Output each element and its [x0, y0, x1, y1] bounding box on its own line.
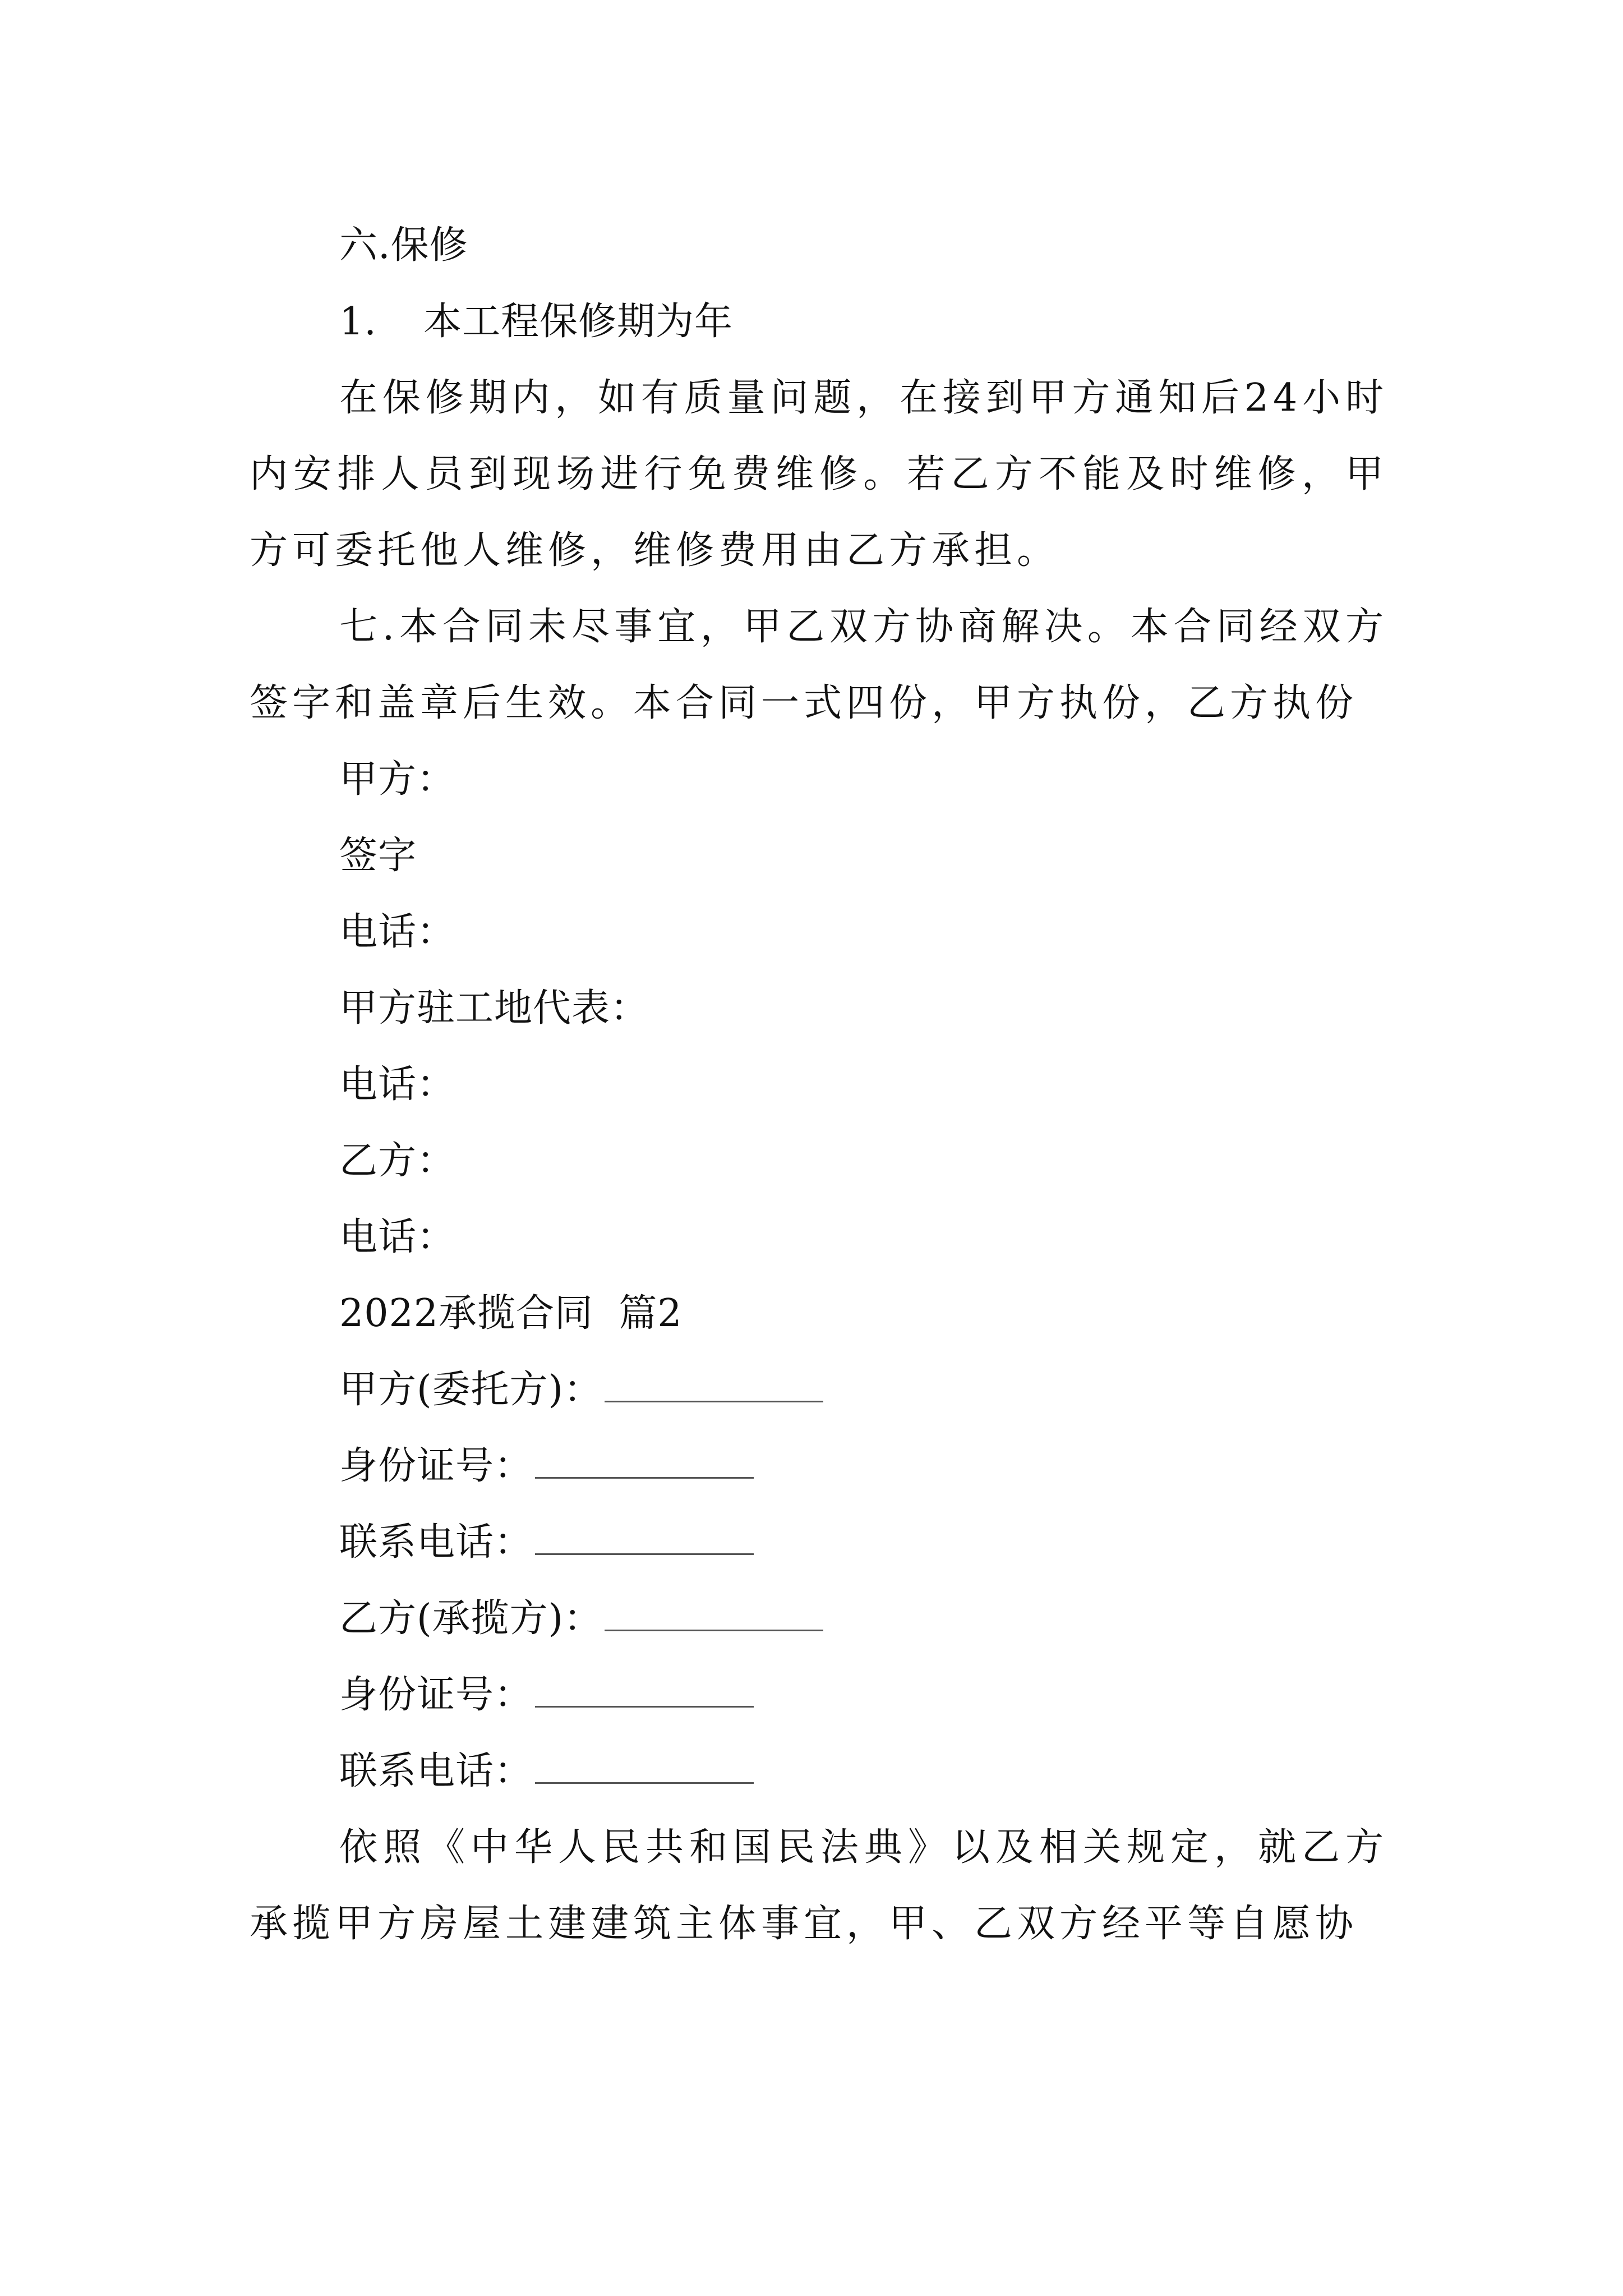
field-phone-b: [250, 1733, 1388, 1810]
sign-phone-representative: 电话：: [339, 1062, 456, 1107]
field-party-a: [250, 1352, 1388, 1428]
fill-in-blank: [605, 1397, 823, 1402]
contract-2-intro-paragraph: 依照《中华人民共和国民法典》以及相关规定，就乙方承揽甲方房屋土建建筑主体事宜，甲、乙双方经平等自愿协: [250, 1825, 1388, 1946]
section-6-item-1: [250, 284, 1388, 360]
field-label: 甲方(委托方)：: [339, 1368, 603, 1412]
fill-in-blank: [535, 1779, 754, 1784]
field-party-b: [250, 1581, 1388, 1657]
field-label: 联系电话：: [339, 1520, 533, 1565]
fill-in-blank: [605, 1626, 823, 1631]
fill-in-blank: [535, 1703, 754, 1708]
field-phone-a: [250, 1504, 1388, 1581]
sign-party-a: 甲方：: [339, 757, 456, 802]
sign-party-b: 乙方：: [339, 1139, 456, 1183]
fill-in-blank: [535, 1550, 754, 1555]
warranty-paragraph: 在保修期内，如有质量问题，在接到甲方通知后24小时内安排人员到现场进行免费维修。若乙方不能及时维修，甲方可委托他人维修，维修费用由乙方承担。: [250, 376, 1388, 573]
field-label: 联系电话：: [339, 1749, 533, 1793]
sign-signature: 签字: [339, 834, 417, 878]
sign-phone-a: 电话：: [339, 910, 456, 954]
contract-2-title: 2022承揽合同 篇2: [339, 1291, 683, 1336]
item-text: 本工程保修期为年: [423, 300, 734, 344]
field-label: 身份证号：: [339, 1444, 533, 1488]
section-6-title: 六.保修: [339, 223, 468, 268]
fill-in-blank: [535, 1474, 754, 1479]
section-7-paragraph: 七.本合同未尽事宜，甲乙双方协商解决。本合同经双方签字和盖章后生效。本合同一式四份，甲方执份，乙方执份: [250, 605, 1388, 725]
sign-site-representative: 甲方驻工地代表：: [339, 986, 649, 1030]
document-body: [250, 208, 1388, 1962]
item-number: 1.: [339, 300, 377, 344]
field-label: 乙方(承揽方)：: [339, 1596, 603, 1641]
field-label: 身份证号：: [339, 1673, 533, 1717]
sign-phone-b: 电话：: [339, 1215, 456, 1259]
field-id-number-b: [250, 1657, 1388, 1733]
field-id-number-a: [250, 1428, 1388, 1504]
